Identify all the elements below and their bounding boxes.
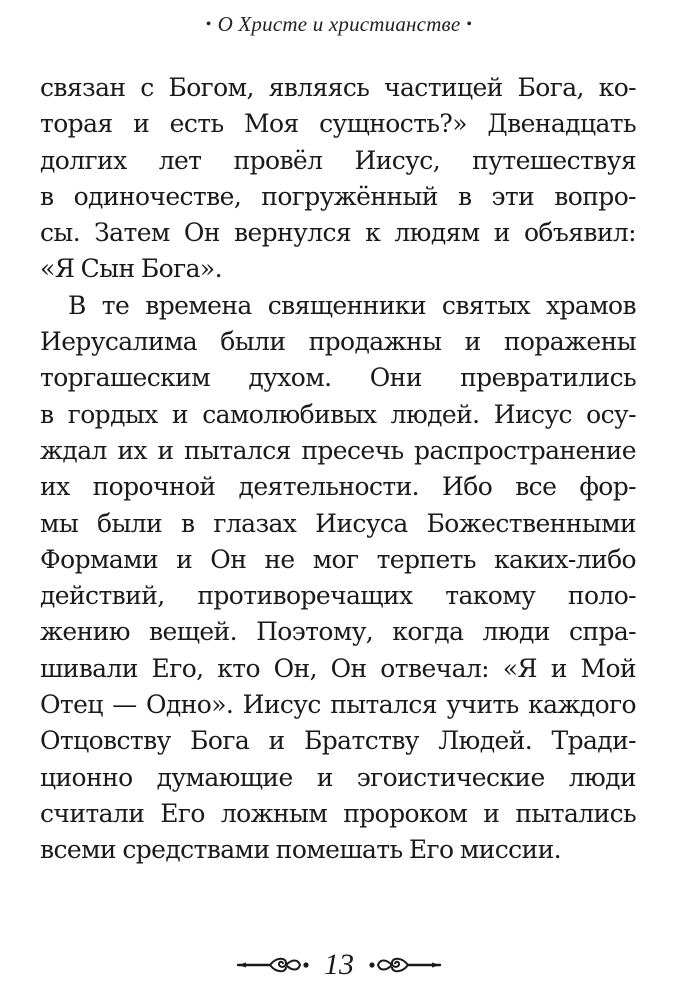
text-line: торая и есть Моя сущность?» Двенадцать	[40, 109, 636, 139]
text-line: действий, противоречащих такому поло-	[40, 581, 636, 611]
text-line: Иерусалима были продажны и поражены	[40, 327, 636, 357]
right-flourish-ornament-icon	[364, 953, 442, 977]
left-flourish-ornament-icon	[236, 953, 314, 977]
running-head-title: О Христе и христианстве	[217, 12, 461, 36]
text-line: связан с Богом, являясь частицей Бога, ко-	[40, 73, 636, 102]
paragraph-2	[40, 288, 636, 869]
text-line: всеми средствами помешать Его миссии.	[40, 835, 562, 865]
folio	[0, 945, 678, 985]
running-head-bullet-right: •	[466, 16, 473, 33]
text-line: «Я Сын Бога».	[40, 254, 222, 284]
text-line: шивали Его, кто Он, Он отвечал: «Я и Мой	[40, 653, 636, 683]
text-line: ционно думающие и эгоистические люди	[40, 762, 636, 792]
text-line: долгих лет провёл Иисус, путешествуя	[40, 145, 636, 175]
text-line: Формами и Он не мог терпеть каких-либо	[40, 544, 636, 574]
text-line: Отец — Одно». Иисус пытался учить каждого	[40, 690, 636, 720]
text-line: мы были в глазах Иисуса Божественными	[40, 508, 636, 538]
text-line: торгашеским духом. Они превратились	[40, 363, 636, 393]
text-line: Отцовству Бога и Братству Людей. Тради-	[40, 726, 636, 756]
text-line: их порочной деятельности. Ибо все фор-	[40, 472, 636, 502]
text-line: В те времена священники святых храмов	[68, 290, 636, 320]
text-line: жению вещей. Поэтому, когда люди спра-	[40, 617, 636, 647]
text-line: в одиночестве, погружённый в эти вопро-	[40, 181, 636, 211]
running-head-bullet-left: •	[205, 16, 212, 33]
paragraph-1	[40, 70, 636, 288]
text-line: сы. Затем Он вернулся к людям и объявил:	[40, 218, 636, 248]
text-line: в гордых и самолюбивых людей. Иисус осу-	[40, 399, 636, 429]
page-number: 13	[324, 948, 354, 981]
body-text	[40, 70, 636, 869]
running-head	[0, 12, 678, 37]
text-line: ждал их и пытался пресечь распространение	[40, 435, 636, 465]
text-line: считали Его ложным пророком и пытались	[40, 798, 636, 828]
